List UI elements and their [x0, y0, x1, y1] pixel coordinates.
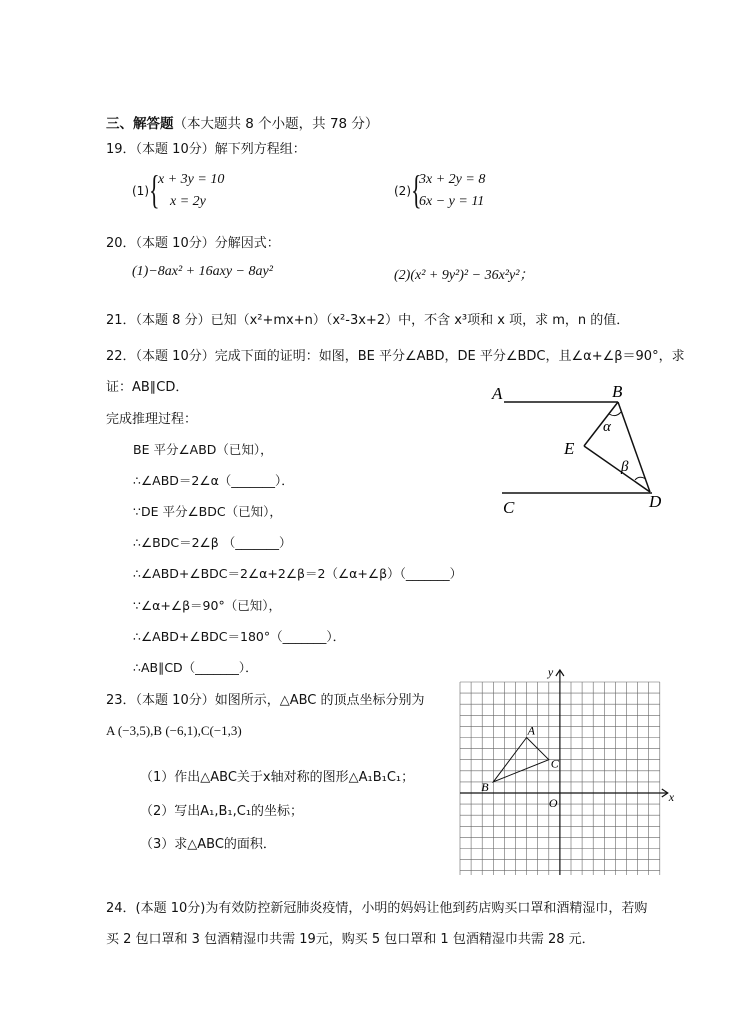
section-heading [106, 112, 378, 132]
section-title: 三、解答题 [106, 116, 174, 132]
angle-beta-arc [635, 477, 646, 480]
q22-step-5: ∴∠ABD+∠BDC＝2∠α+2∠β＝2（∠α+∠β）（_______） [133, 566, 463, 581]
origin-label: O [548, 796, 558, 810]
q23-coords: A (−3,5),B (−6,1),C(−1,3) [106, 723, 242, 738]
q22-figure [488, 376, 678, 518]
label-beta: β [621, 459, 629, 475]
point-a-label: A [527, 723, 535, 738]
label-c: C [503, 498, 515, 517]
y-axis-label: y [547, 665, 554, 679]
q22-step-8: ∴AB∥CD（_______）． [133, 660, 258, 675]
q22-line2: 证：AB∥CD． [106, 380, 189, 395]
q19-part1-brace: { [149, 167, 160, 212]
q19-part2-label: (2) [394, 184, 411, 198]
q22-process-label: 完成推理过程： [106, 412, 198, 427]
q22-step-2: ∴∠ABD＝2∠α（_______）． [133, 473, 294, 488]
q22-step-7: ∴∠ABD+∠BDC＝180°（_______）． [133, 629, 346, 644]
q22-step-3: ∵DE 平分∠BDC（已知）， [133, 504, 282, 519]
q19-header: 19．（本题 10分）解下列方程组： [106, 142, 306, 157]
q19-part1-label: (1) [132, 184, 149, 198]
q24-line1: 24．(本题 10分)为有效防控新冠肺炎疫情，小明的妈妈让他到药店购买口罩和酒精湿巾，若购 [106, 901, 648, 916]
q23-header: 23．（本题 10分）如图所示，△ABC 的顶点坐标分别为 [106, 693, 425, 708]
label-e: E [564, 439, 575, 458]
x-axis-label: x [668, 790, 675, 804]
point-c-label: C [550, 756, 559, 771]
q19-part2-eq2: 6x − y = 11 [419, 194, 485, 209]
label-b: B [612, 382, 623, 401]
q22-line1: 22．（本题 10分）完成下面的证明：如图，BE 平分∠ABD，DE 平分∠BDC，且∠α+∠β＝90°，求 [106, 349, 685, 364]
q19-part2-brace: { [411, 167, 422, 212]
q23-grid-figure [448, 660, 678, 875]
q23-item-3: （3）求△ABC的面积． [140, 837, 276, 852]
q19-part1-eq1: x + 3y = 10 [158, 172, 225, 187]
label-a: A [492, 384, 503, 403]
q20-part1: (1)−8ax² + 16axy − 8ay² [132, 264, 273, 279]
segment-de [584, 446, 650, 492]
q22-step-6: ∵∠α+∠β＝90°（已知）， [133, 598, 281, 613]
q24-line2: 买 2 包口罩和 3 包酒精湿巾共需 19元，购买 5 包口罩和 1 包酒精湿巾共需 28 元． [106, 932, 595, 947]
q23-item-1: （1）作出△ABC关于x轴对称的图形△A₁B₁C₁； [140, 770, 415, 785]
q19-part1-eq2: x = 2y [170, 194, 206, 209]
q22-step-1: BE 平分∠ABD（已知）， [133, 442, 273, 457]
q19-part2-eq1: 3x + 2y = 8 [419, 172, 486, 187]
segment-be [584, 402, 618, 446]
q22-step-4: ∴∠BDC＝2∠β （_______） [133, 535, 292, 550]
point-b-label: B [481, 779, 489, 794]
q23-item-2: （2）写出A₁,B₁,C₁的坐标； [140, 804, 304, 819]
label-alpha: α [603, 419, 611, 435]
q20-part2: (2)(x² + 9y²)² − 36x²y²； [394, 268, 534, 283]
q21-text: 21．（本题 8 分）已知（x²+mx+n）（x²-3x+2）中，不含 x³项和 x 项，求 m，n 的值． [106, 313, 630, 328]
q20-header: 20．（本题 10分）分解因式： [106, 236, 280, 251]
section-note: （本大题共 8 个小题，共 78 分） [173, 116, 379, 132]
label-d: D [649, 492, 662, 511]
